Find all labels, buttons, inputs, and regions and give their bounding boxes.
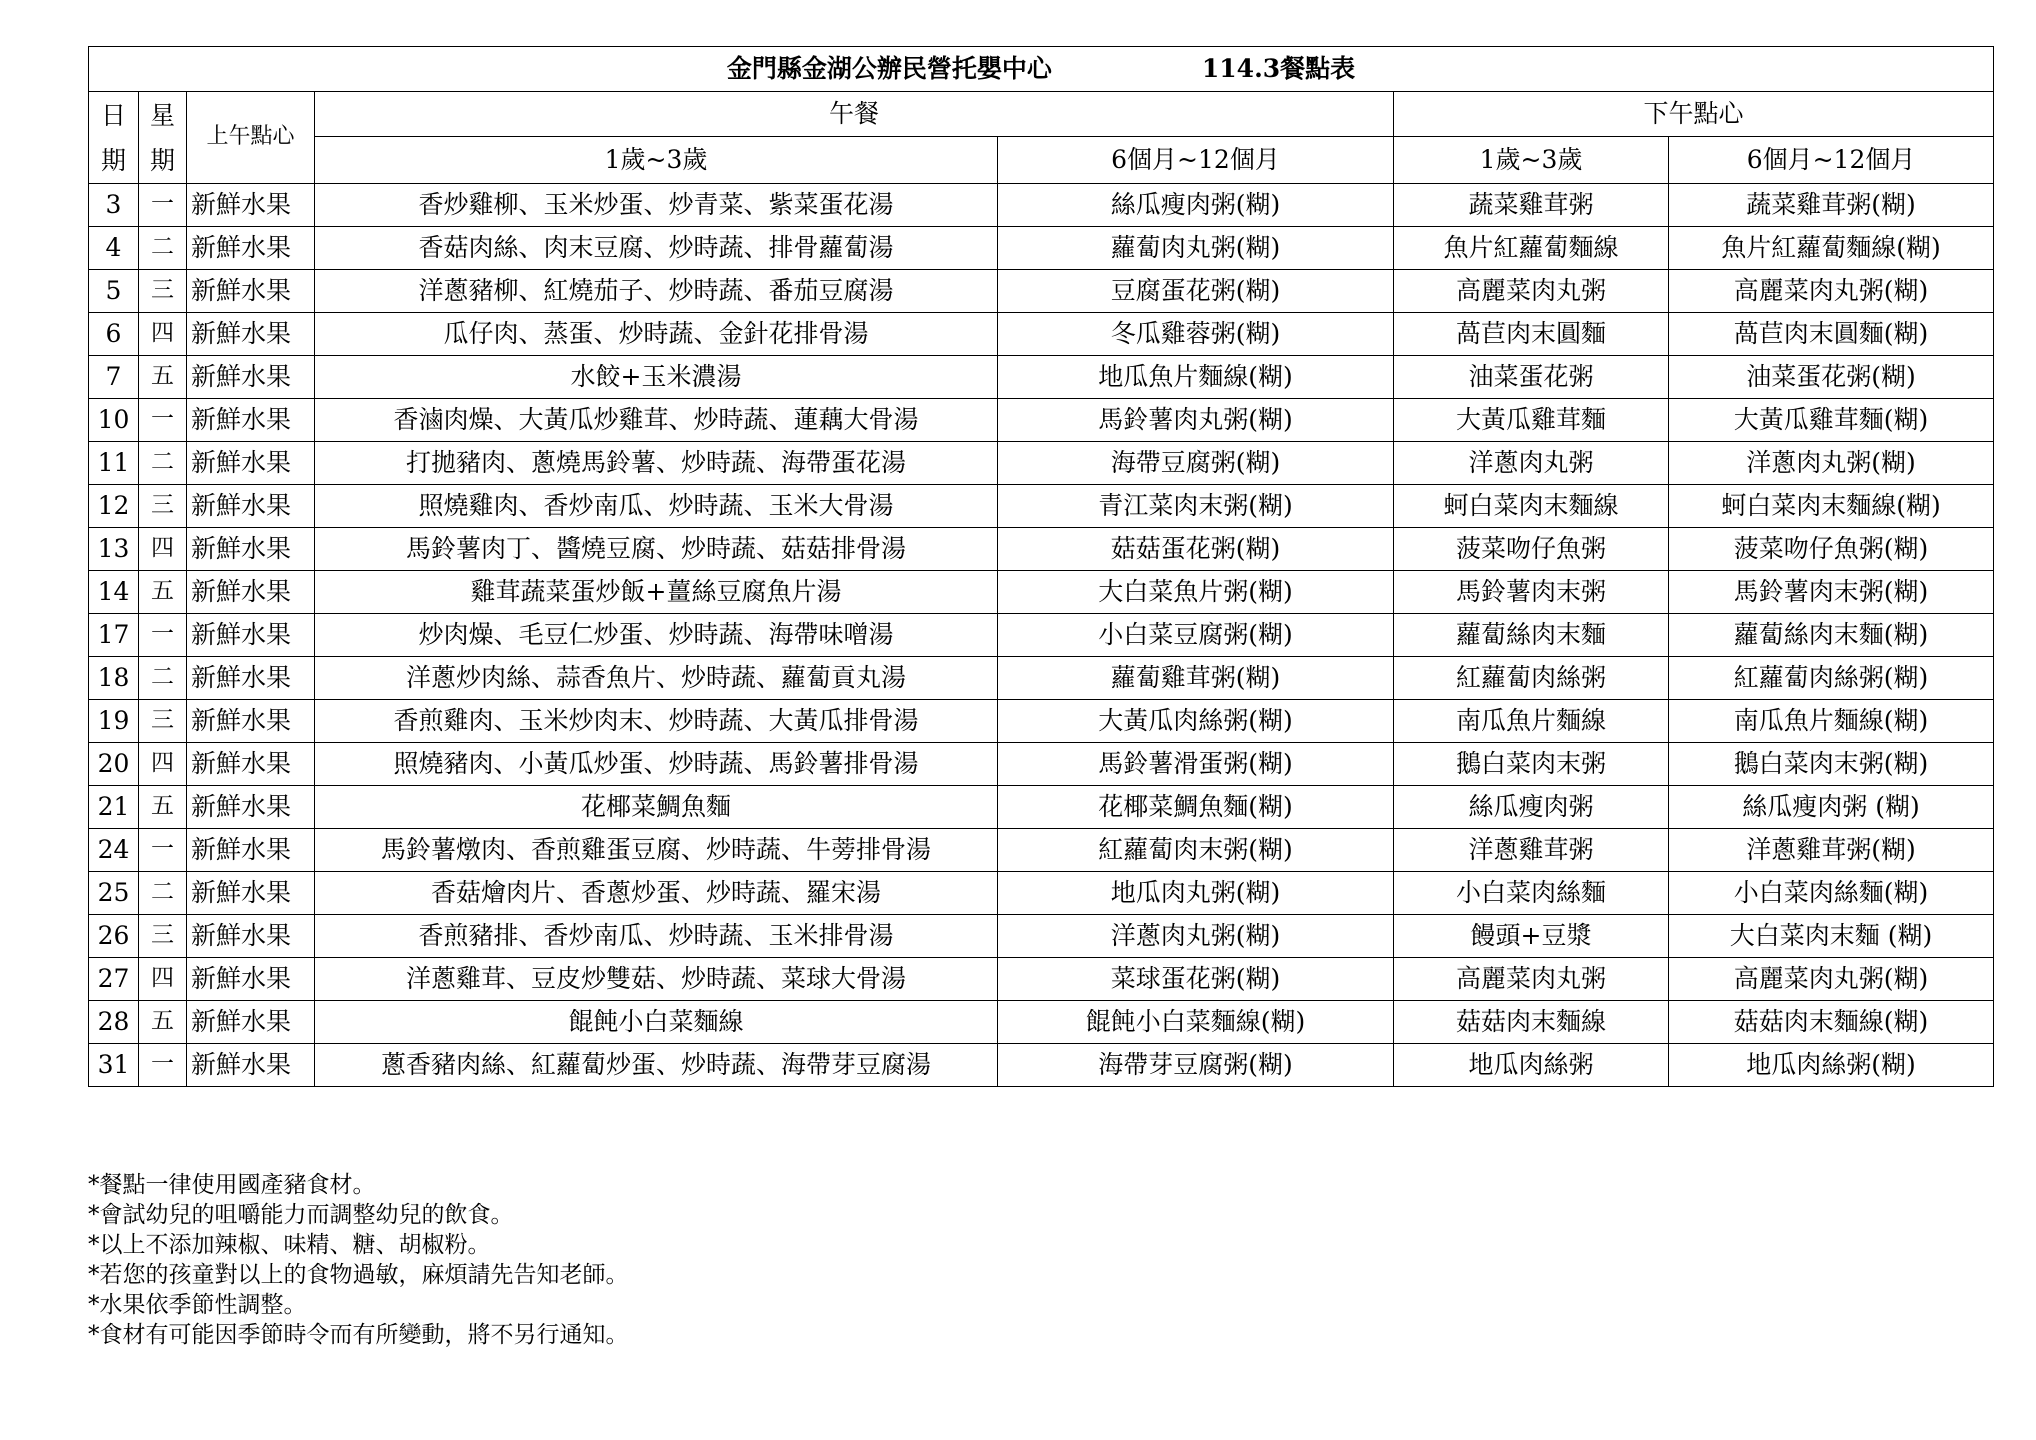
table-row	[89, 270, 1994, 313]
morning-snack-cell: 新鮮水果	[187, 915, 315, 958]
weekday-cell: 三	[139, 700, 187, 743]
afternoon-snack-cell: 高麗菜肉丸粥	[1394, 270, 1669, 313]
menu-table	[88, 46, 1994, 1087]
note-item: *以上不添加辣椒、味精、糖、胡椒粉。	[88, 1232, 491, 1258]
date-cell: 19	[89, 700, 139, 743]
afternoon-snack-baby-cell: 油菜蛋花粥(糊)	[1669, 356, 1994, 399]
lunch-cell: 洋蔥豬柳、紅燒茄子、炒時蔬、番茄豆腐湯	[315, 270, 998, 313]
table-row	[89, 958, 1994, 1001]
header-pm-age-1-3: 1歲~3歲	[1394, 137, 1669, 184]
title-row	[89, 47, 1994, 92]
date-cell: 27	[89, 958, 139, 1001]
weekday-cell: 一	[139, 614, 187, 657]
weekday-cell: 三	[139, 270, 187, 313]
lunch-cell: 香煎豬排、香炒南瓜、炒時蔬、玉米排骨湯	[315, 915, 998, 958]
table-row	[89, 1001, 1994, 1044]
morning-snack-cell: 新鮮水果	[187, 614, 315, 657]
weekday-cell: 四	[139, 958, 187, 1001]
table-row	[89, 485, 1994, 528]
lunch-baby-cell: 海帶豆腐粥(糊)	[998, 442, 1394, 485]
date-cell: 5	[89, 270, 139, 313]
afternoon-snack-cell: 蔬菜雞茸粥	[1394, 184, 1669, 227]
lunch-cell: 炒肉燥、毛豆仁炒蛋、炒時蔬、海帶味噌湯	[315, 614, 998, 657]
table-title-cell	[89, 47, 1994, 92]
lunch-cell: 照燒豬肉、小黃瓜炒蛋、炒時蔬、馬鈴薯排骨湯	[315, 743, 998, 786]
afternoon-snack-baby-cell: 高麗菜肉丸粥(糊)	[1669, 270, 1994, 313]
lunch-baby-cell: 馬鈴薯肉丸粥(糊)	[998, 399, 1394, 442]
weekday-cell: 一	[139, 184, 187, 227]
table-row	[89, 829, 1994, 872]
afternoon-snack-cell: 鵝白菜肉末粥	[1394, 743, 1669, 786]
lunch-baby-cell: 大黃瓜肉絲粥(糊)	[998, 700, 1394, 743]
table-row	[89, 700, 1994, 743]
afternoon-snack-baby-cell: 大白菜肉末麵 (糊)	[1669, 915, 1994, 958]
morning-snack-cell: 新鮮水果	[187, 227, 315, 270]
morning-snack-cell: 新鮮水果	[187, 442, 315, 485]
afternoon-snack-cell: 地瓜肉絲粥	[1394, 1044, 1669, 1087]
morning-snack-cell: 新鮮水果	[187, 700, 315, 743]
lunch-cell: 打拋豬肉、蔥燒馬鈴薯、炒時蔬、海帶蛋花湯	[315, 442, 998, 485]
lunch-baby-cell: 地瓜魚片麵線(糊)	[998, 356, 1394, 399]
table-row	[89, 915, 1994, 958]
afternoon-snack-cell: 蚵白菜肉末麵線	[1394, 485, 1669, 528]
afternoon-snack-cell: 紅蘿蔔肉絲粥	[1394, 657, 1669, 700]
lunch-cell: 洋蔥雞茸、豆皮炒雙菇、炒時蔬、菜球大骨湯	[315, 958, 998, 1001]
weekday-cell: 二	[139, 442, 187, 485]
table-row	[89, 313, 1994, 356]
notes-list	[88, 1170, 629, 1350]
lunch-cell: 瓜仔肉、蒸蛋、炒時蔬、金針花排骨湯	[315, 313, 998, 356]
date-cell: 7	[89, 356, 139, 399]
afternoon-snack-baby-cell: 菠菜吻仔魚粥(糊)	[1669, 528, 1994, 571]
weekday-cell: 二	[139, 657, 187, 700]
date-cell: 21	[89, 786, 139, 829]
morning-snack-cell: 新鮮水果	[187, 743, 315, 786]
lunch-cell: 餛飩小白菜麵線	[315, 1001, 998, 1044]
date-cell: 18	[89, 657, 139, 700]
weekday-cell: 四	[139, 313, 187, 356]
weekday-cell: 五	[139, 1001, 187, 1044]
header-afternoon-snack: 下午點心	[1394, 92, 1994, 137]
afternoon-snack-baby-cell: 絲瓜瘦肉粥 (糊)	[1669, 786, 1994, 829]
header-weekday: 星期	[139, 92, 187, 184]
morning-snack-cell: 新鮮水果	[187, 528, 315, 571]
lunch-baby-cell: 青江菜肉末粥(糊)	[998, 485, 1394, 528]
lunch-baby-cell: 大白菜魚片粥(糊)	[998, 571, 1394, 614]
afternoon-snack-cell: 洋蔥肉丸粥	[1394, 442, 1669, 485]
lunch-baby-cell: 菇菇蛋花粥(糊)	[998, 528, 1394, 571]
afternoon-snack-baby-cell: 小白菜肉絲麵(糊)	[1669, 872, 1994, 915]
date-cell: 26	[89, 915, 139, 958]
lunch-baby-cell: 花椰菜鯛魚麵(糊)	[998, 786, 1394, 829]
table-row	[89, 399, 1994, 442]
morning-snack-cell: 新鮮水果	[187, 270, 315, 313]
lunch-cell: 香煎雞肉、玉米炒肉末、炒時蔬、大黃瓜排骨湯	[315, 700, 998, 743]
note-item: *若您的孩童對以上的食物過敏，麻煩請先告知老師。	[88, 1262, 629, 1288]
date-cell: 13	[89, 528, 139, 571]
afternoon-snack-cell: 小白菜肉絲麵	[1394, 872, 1669, 915]
weekday-cell: 一	[139, 1044, 187, 1087]
afternoon-snack-cell: 大黃瓜雞茸麵	[1394, 399, 1669, 442]
lunch-baby-cell: 豆腐蛋花粥(糊)	[998, 270, 1394, 313]
weekday-cell: 二	[139, 227, 187, 270]
afternoon-snack-cell: 南瓜魚片麵線	[1394, 700, 1669, 743]
afternoon-snack-cell: 馬鈴薯肉末粥	[1394, 571, 1669, 614]
weekday-cell: 五	[139, 786, 187, 829]
lunch-baby-cell: 蘿蔔雞茸粥(糊)	[998, 657, 1394, 700]
afternoon-snack-baby-cell: 魚片紅蘿蔔麵線(糊)	[1669, 227, 1994, 270]
afternoon-snack-baby-cell: 南瓜魚片麵線(糊)	[1669, 700, 1994, 743]
morning-snack-cell: 新鮮水果	[187, 1044, 315, 1087]
morning-snack-cell: 新鮮水果	[187, 571, 315, 614]
lunch-cell: 香滷肉燥、大黃瓜炒雞茸、炒時蔬、蓮藕大骨湯	[315, 399, 998, 442]
table-row	[89, 356, 1994, 399]
date-cell: 10	[89, 399, 139, 442]
date-cell: 17	[89, 614, 139, 657]
lunch-cell: 馬鈴薯燉肉、香煎雞蛋豆腐、炒時蔬、牛蒡排骨湯	[315, 829, 998, 872]
header-lunch: 午餐	[315, 92, 1394, 137]
date-cell: 20	[89, 743, 139, 786]
weekday-cell: 五	[139, 356, 187, 399]
header-row-2	[89, 137, 1994, 184]
lunch-cell: 水餃+玉米濃湯	[315, 356, 998, 399]
weekday-cell: 一	[139, 399, 187, 442]
lunch-baby-cell: 小白菜豆腐粥(糊)	[998, 614, 1394, 657]
morning-snack-cell: 新鮮水果	[187, 399, 315, 442]
afternoon-snack-baby-cell: 菇菇肉末麵線(糊)	[1669, 1001, 1994, 1044]
afternoon-snack-cell: 洋蔥雞茸粥	[1394, 829, 1669, 872]
note-item: *食材有可能因季節時令而有所變動，將不另行通知。	[88, 1322, 629, 1348]
date-cell: 31	[89, 1044, 139, 1087]
afternoon-snack-baby-cell: 地瓜肉絲粥(糊)	[1669, 1044, 1994, 1087]
morning-snack-cell: 新鮮水果	[187, 657, 315, 700]
weekday-cell: 四	[139, 743, 187, 786]
weekday-cell: 二	[139, 872, 187, 915]
morning-snack-cell: 新鮮水果	[187, 356, 315, 399]
date-cell: 25	[89, 872, 139, 915]
afternoon-snack-cell: 蘿蔔絲肉末麵	[1394, 614, 1669, 657]
weekday-cell: 四	[139, 528, 187, 571]
lunch-baby-cell: 蘿蔔肉丸粥(糊)	[998, 227, 1394, 270]
afternoon-snack-cell: 魚片紅蘿蔔麵線	[1394, 227, 1669, 270]
table-period: 114.3餐點表	[1201, 54, 1356, 84]
lunch-baby-cell: 絲瓜瘦肉粥(糊)	[998, 184, 1394, 227]
lunch-cell: 蔥香豬肉絲、紅蘿蔔炒蛋、炒時蔬、海帶芽豆腐湯	[315, 1044, 998, 1087]
header-lunch-age-1-3: 1歲~3歲	[315, 137, 998, 184]
table-title: 金門縣金湖公辦民營托嬰中心	[726, 54, 1052, 84]
afternoon-snack-baby-cell: 洋蔥雞茸粥(糊)	[1669, 829, 1994, 872]
afternoon-snack-cell: 萵苣肉末圓麵	[1394, 313, 1669, 356]
date-cell: 3	[89, 184, 139, 227]
morning-snack-cell: 新鮮水果	[187, 786, 315, 829]
note-item: *會試幼兒的咀嚼能力而調整幼兒的飲食。	[88, 1202, 514, 1228]
weekday-cell: 一	[139, 829, 187, 872]
header-date: 日期	[89, 92, 139, 184]
lunch-cell: 香菇肉絲、肉末豆腐、炒時蔬、排骨蘿蔔湯	[315, 227, 998, 270]
morning-snack-cell: 新鮮水果	[187, 872, 315, 915]
header-row-1	[89, 92, 1994, 137]
afternoon-snack-cell: 饅頭+豆漿	[1394, 915, 1669, 958]
date-cell: 4	[89, 227, 139, 270]
morning-snack-cell: 新鮮水果	[187, 1001, 315, 1044]
table-row	[89, 528, 1994, 571]
header-pm-age-6-12: 6個月~12個月	[1669, 137, 1994, 184]
menu-body	[89, 184, 1994, 1087]
table-row	[89, 227, 1994, 270]
morning-snack-cell: 新鮮水果	[187, 829, 315, 872]
date-cell: 28	[89, 1001, 139, 1044]
afternoon-snack-baby-cell: 萵苣肉末圓麵(糊)	[1669, 313, 1994, 356]
afternoon-snack-cell: 絲瓜瘦肉粥	[1394, 786, 1669, 829]
header-morning-snack: 上午點心	[187, 92, 315, 184]
afternoon-snack-baby-cell: 洋蔥肉丸粥(糊)	[1669, 442, 1994, 485]
lunch-cell: 香炒雞柳、玉米炒蛋、炒青菜、紫菜蛋花湯	[315, 184, 998, 227]
lunch-cell: 花椰菜鯛魚麵	[315, 786, 998, 829]
weekday-cell: 五	[139, 571, 187, 614]
date-cell: 12	[89, 485, 139, 528]
morning-snack-cell: 新鮮水果	[187, 958, 315, 1001]
lunch-baby-cell: 地瓜肉丸粥(糊)	[998, 872, 1394, 915]
lunch-cell: 馬鈴薯肉丁、醬燒豆腐、炒時蔬、菇菇排骨湯	[315, 528, 998, 571]
table-row	[89, 786, 1994, 829]
table-row	[89, 1044, 1994, 1087]
date-cell: 14	[89, 571, 139, 614]
note-item: *水果依季節性調整。	[88, 1292, 307, 1318]
afternoon-snack-baby-cell: 鵝白菜肉末粥(糊)	[1669, 743, 1994, 786]
afternoon-snack-cell: 油菜蛋花粥	[1394, 356, 1669, 399]
lunch-baby-cell: 餛飩小白菜麵線(糊)	[998, 1001, 1394, 1044]
afternoon-snack-baby-cell: 紅蘿蔔肉絲粥(糊)	[1669, 657, 1994, 700]
afternoon-snack-cell: 菇菇肉末麵線	[1394, 1001, 1669, 1044]
afternoon-snack-baby-cell: 馬鈴薯肉末粥(糊)	[1669, 571, 1994, 614]
table-row	[89, 872, 1994, 915]
afternoon-snack-cell: 菠菜吻仔魚粥	[1394, 528, 1669, 571]
weekday-cell: 三	[139, 485, 187, 528]
table-row	[89, 571, 1994, 614]
lunch-baby-cell: 洋蔥肉丸粥(糊)	[998, 915, 1394, 958]
note-item: *餐點一律使用國產豬食材。	[88, 1172, 376, 1198]
afternoon-snack-baby-cell: 蔬菜雞茸粥(糊)	[1669, 184, 1994, 227]
lunch-baby-cell: 海帶芽豆腐粥(糊)	[998, 1044, 1394, 1087]
afternoon-snack-cell: 高麗菜肉丸粥	[1394, 958, 1669, 1001]
table-row	[89, 657, 1994, 700]
lunch-baby-cell: 紅蘿蔔肉末粥(糊)	[998, 829, 1394, 872]
table-row	[89, 614, 1994, 657]
table-row	[89, 184, 1994, 227]
afternoon-snack-baby-cell: 蚵白菜肉末麵線(糊)	[1669, 485, 1994, 528]
table-row	[89, 743, 1994, 786]
lunch-baby-cell: 冬瓜雞蓉粥(糊)	[998, 313, 1394, 356]
weekday-cell: 三	[139, 915, 187, 958]
morning-snack-cell: 新鮮水果	[187, 184, 315, 227]
header-lunch-age-6-12: 6個月~12個月	[998, 137, 1394, 184]
date-cell: 24	[89, 829, 139, 872]
morning-snack-cell: 新鮮水果	[187, 313, 315, 356]
afternoon-snack-baby-cell: 高麗菜肉丸粥(糊)	[1669, 958, 1994, 1001]
lunch-cell: 照燒雞肉、香炒南瓜、炒時蔬、玉米大骨湯	[315, 485, 998, 528]
lunch-baby-cell: 菜球蛋花粥(糊)	[998, 958, 1394, 1001]
lunch-cell: 洋蔥炒肉絲、蒜香魚片、炒時蔬、蘿蔔貢丸湯	[315, 657, 998, 700]
morning-snack-cell: 新鮮水果	[187, 485, 315, 528]
lunch-baby-cell: 馬鈴薯滑蛋粥(糊)	[998, 743, 1394, 786]
table-row	[89, 442, 1994, 485]
afternoon-snack-baby-cell: 蘿蔔絲肉末麵(糊)	[1669, 614, 1994, 657]
date-cell: 11	[89, 442, 139, 485]
lunch-cell: 香菇燴肉片、香蔥炒蛋、炒時蔬、羅宋湯	[315, 872, 998, 915]
date-cell: 6	[89, 313, 139, 356]
lunch-cell: 雞茸蔬菜蛋炒飯+薑絲豆腐魚片湯	[315, 571, 998, 614]
afternoon-snack-baby-cell: 大黃瓜雞茸麵(糊)	[1669, 399, 1994, 442]
